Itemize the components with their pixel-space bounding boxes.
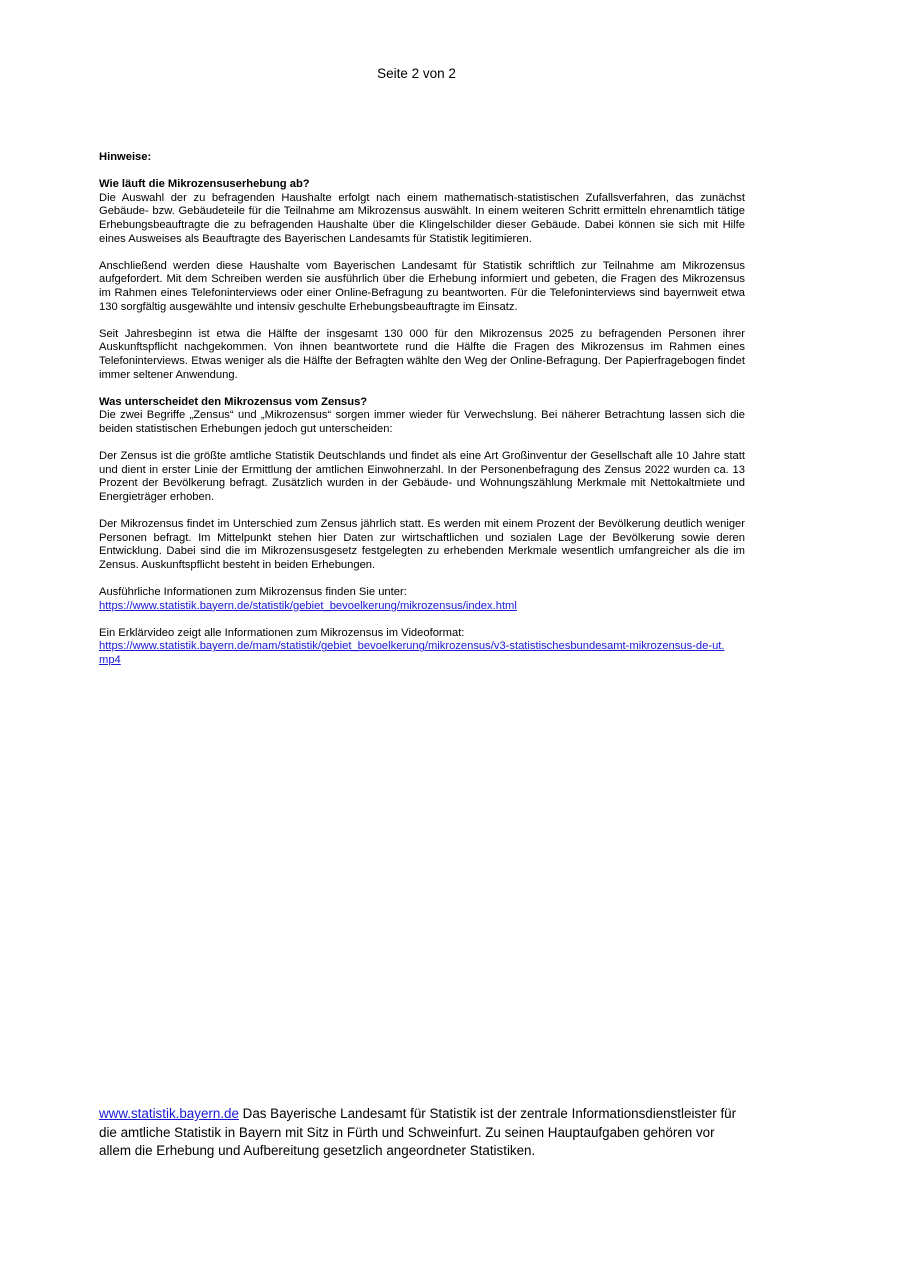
video-link[interactable]: https://www.statistik.bayern.de/mam/statistik/gebiet_bevoelkerung/mikrozensus/v3-statistischesbundesamt-mikrozensus-de-ut.mp4 <box>99 640 725 666</box>
section-heading-census-difference: Was unterscheidet den Mikrozensus vom Zensus? <box>99 395 368 408</box>
section-heading-survey-process: Wie läuft die Mikrozensuserhebung ab? <box>99 178 310 191</box>
paragraph-mikrozensus: Der Mikrozensus findet im Unterschied zum Zensus jährlich statt. Es werden mit einem Prozent der Bevölkerung deutlich weniger Personen befragt. Im Mittelpunkt stehen hier Daten zur wirtschaftlichen und sozialen Lage der Bevölkerung sowie deren Entwicklung. Dabei sind die im Mikrozensusgesetz festgelegten zu erhebenden Merkmale wesentlich umfangreicher als die im Zensus. Auskunftspflicht besteht in beiden Erhebungen. <box>99 518 745 571</box>
paragraph-household-selection: Die Auswahl der zu befragenden Haushalte erfolgt nach einem mathematisch-statistischen Zufallsverfahren, das zunächst Gebäude- bzw. Gebäudeteile für die Teilnahme am Mikrozensus auswählt. In einem weiteren Schritt ermitteln ehrenamtlich tätige Erhebungsbeauftragte die zu befragenden Haushalte über die Klingelschilder dieser Gebäude. Dabei können sie sich mit Hilfe eines Ausweises als Beauftragte des Bayerischen Landesamts für Statistik legitimieren. <box>99 191 745 245</box>
notes-content <box>99 151 745 668</box>
info-text: Ausführliche Informationen zum Mikrozensus finden Sie unter: <box>99 586 407 598</box>
page-number: Seite 2 von 2 <box>377 66 456 81</box>
footer-text: Das Bayerische Landesamt für Statistik ist der zentrale Informationsdienstleister für die amtliche Statistik in Bayern mit Sitz in Fürth und Schweinfurt. Zu seinen Hauptaufgaben gehören vor allem die Erhebung und Aufbereitung gesetzlich angeordneter Statistiken. <box>99 1106 737 1158</box>
notes-title: Hinweise: <box>99 151 152 163</box>
paragraph-written-invitation: Anschließend werden diese Haushalte vom Bayerischen Landesamt für Statistik schriftlich zur Teilnahme am Mikrozensus aufgefordert. Mit dem Schreiben werden sie ausführlich über die Erhebung informiert und gebeten, die Fragen des Mikrozensus im Rahmen eines Telefoninterviews oder einer Online-Befragung zu beantworten. Für die Telefoninterviews sind bayernweit etwa 130 sorgfältig ausgewählte und intensiv geschulte Erhebungsbeauftragte im Einsatz. <box>99 259 745 313</box>
paragraph-zensus: Der Zensus ist die größte amtliche Statistik Deutschlands und findet als eine Art Großinventur der Gesellschaft alle 10 Jahre statt und dient in erster Linie der Ermittlung der amtlichen Einwohnerzahl. In der Personenbefragung des Zensus 2022 wurden ca. 13 Prozent der Bevölkerung befragt. Zusätzlich wurden in der Gebäude- und Wohnungszählung Merkmale mit Nettokaltmiete und Energieträger erhoben. <box>99 450 745 503</box>
info-link[interactable]: https://www.statistik.bayern.de/statistik/gebiet_bevoelkerung/mikrozensus/index.html <box>99 599 517 612</box>
video-text: Ein Erklärvideo zeigt alle Informationen zum Mikrozensus im Videoformat: <box>99 626 465 639</box>
paragraph-progress: Seit Jahresbeginn ist etwa die Hälfte der insgesamt 130 000 für den Mikrozensus 2025 zu befragenden Personen ihrer Auskunftspflicht nachgekommen. Von ihnen beantwortete rund die Hälfte die Fragen des Mikrozensus im Rahmen eines Telefoninterviews. Etwas weniger als die Hälfte der Befragten wählte den Weg der Online-Befragung. Der Papierfragebogen findet immer seltener Anwendung. <box>99 327 745 381</box>
paragraph-terms-confusion: Die zwei Begriffe „Zensus“ und „Mikrozensus“ sorgen immer wieder für Verwechslung. Bei näherer Betrachtung lassen sich die beiden statistischen Erhebungen jedoch gut unterscheiden: <box>99 409 745 435</box>
footer-website-link[interactable]: www.statistik.bayern.de <box>99 1106 239 1121</box>
footer <box>99 1105 749 1161</box>
